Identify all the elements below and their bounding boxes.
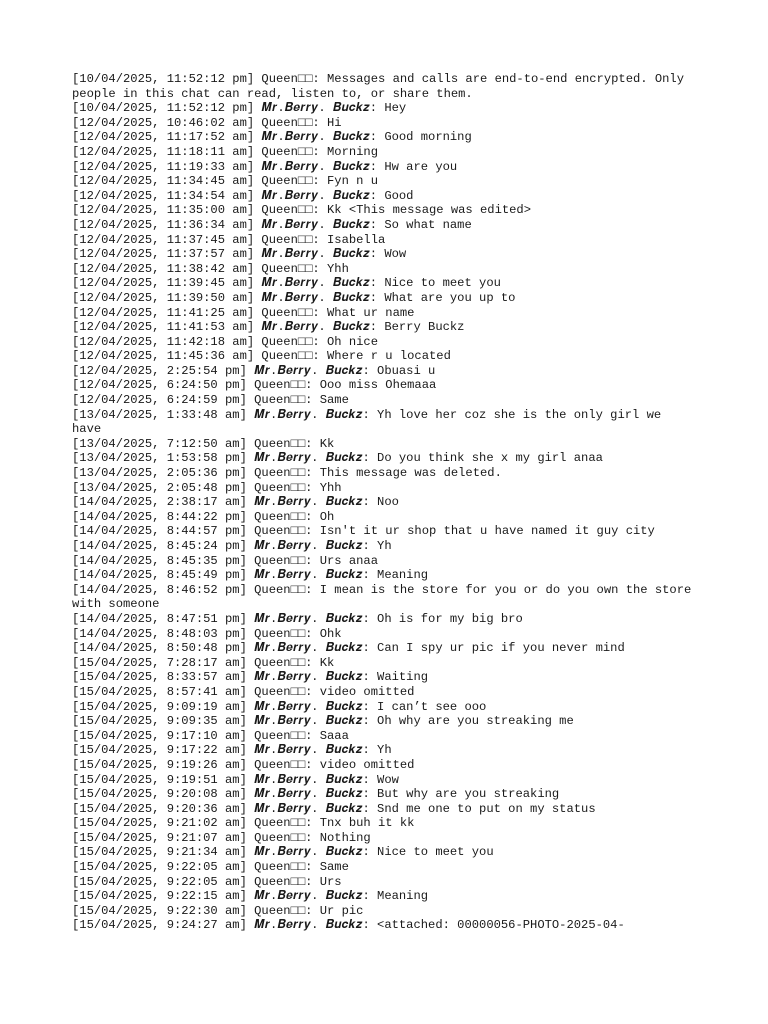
log-line: [12/04/2025, 6:24:59 pm] Queen□□: Same	[72, 393, 349, 408]
log-line: [12/04/2025, 11:41:25 am] Queen□□: What ur name	[72, 305, 415, 320]
log-line: [14/04/2025, 8:50:48 pm] 𝑴𝒓.𝑩𝒆𝒓𝒓𝒚. 𝑩𝒖𝒄𝒌𝒛: Can I spy ur pic if you never mind	[72, 641, 625, 656]
log-line: [12/04/2025, 11:41:53 am] 𝑴𝒓.𝑩𝒆𝒓𝒓𝒚. 𝑩𝒖𝒄𝒌𝒛: Berry Buckz	[72, 320, 465, 335]
log-line: [12/04/2025, 11:34:45 am] Queen□□: Fyn n u	[72, 174, 378, 189]
log-line: [15/04/2025, 9:19:26 am] Queen□□: video omitted	[72, 757, 415, 772]
log-line: [15/04/2025, 9:22:05 am] Queen□□: Urs	[72, 874, 342, 889]
log-line: [15/04/2025, 9:21:34 am] 𝑴𝒓.𝑩𝒆𝒓𝒓𝒚. 𝑩𝒖𝒄𝒌𝒛: Nice to meet you	[72, 845, 494, 860]
log-line: [15/04/2025, 9:09:19 am] 𝑴𝒓.𝑩𝒆𝒓𝒓𝒚. 𝑩𝒖𝒄𝒌𝒛: I can’t see ooo	[72, 699, 487, 714]
log-line: [14/04/2025, 8:47:51 pm] 𝑴𝒓.𝑩𝒆𝒓𝒓𝒚. 𝑩𝒖𝒄𝒌𝒛: Oh is for my big bro	[72, 611, 523, 626]
log-line: [14/04/2025, 8:45:49 pm] 𝑴𝒓.𝑩𝒆𝒓𝒓𝒚. 𝑩𝒖𝒄𝒌𝒛: Meaning	[72, 568, 429, 583]
log-line: [15/04/2025, 9:19:51 am] 𝑴𝒓.𝑩𝒆𝒓𝒓𝒚. 𝑩𝒖𝒄𝒌𝒛: Wow	[72, 772, 399, 787]
log-line: [14/04/2025, 8:44:57 pm] Queen□□: Isn't it ur shop that u have named it guy city	[72, 524, 655, 539]
log-line: [12/04/2025, 11:45:36 am] Queen□□: Where r u located	[72, 349, 451, 364]
log-line: [13/04/2025, 7:12:50 am] Queen□□: Kk	[72, 436, 335, 451]
log-line: [12/04/2025, 11:36:34 am] 𝑴𝒓.𝑩𝒆𝒓𝒓𝒚. 𝑩𝒖𝒄𝒌𝒛: So what name	[72, 217, 472, 232]
log-line: [12/04/2025, 11:39:50 am] 𝑴𝒓.𝑩𝒆𝒓𝒓𝒚. 𝑩𝒖𝒄𝒌𝒛: What are you up to	[72, 290, 516, 305]
log-line: [15/04/2025, 9:17:10 am] Queen□□: Saaa	[72, 728, 349, 743]
log-line: [15/04/2025, 9:09:35 am] 𝑴𝒓.𝑩𝒆𝒓𝒓𝒚. 𝑩𝒖𝒄𝒌𝒛: Oh why are you streaking me	[72, 714, 574, 729]
log-line: [15/04/2025, 9:21:07 am] Queen□□: Nothing	[72, 830, 371, 845]
chat-log-page	[72, 72, 699, 933]
log-line: [12/04/2025, 11:34:54 am] 𝑴𝒓.𝑩𝒆𝒓𝒓𝒚. 𝑩𝒖𝒄𝒌𝒛: Good	[72, 188, 414, 203]
log-line: [12/04/2025, 11:37:57 am] 𝑴𝒓.𝑩𝒆𝒓𝒓𝒚. 𝑩𝒖𝒄𝒌𝒛: Wow	[72, 247, 407, 262]
log-line: [13/04/2025, 2:05:48 pm] Queen□□: Yhh	[72, 480, 342, 495]
log-line: [12/04/2025, 10:46:02 am] Queen□□: Hi	[72, 115, 342, 130]
log-line: [13/04/2025, 1:53:58 pm] 𝑴𝒓.𝑩𝒆𝒓𝒓𝒚. 𝑩𝒖𝒄𝒌𝒛: Do you think she x my girl anaa	[72, 451, 603, 466]
log-line: [15/04/2025, 9:22:15 am] 𝑴𝒓.𝑩𝒆𝒓𝒓𝒚. 𝑩𝒖𝒄𝒌𝒛: Meaning	[72, 889, 429, 904]
log-line: [15/04/2025, 9:22:05 am] Queen□□: Same	[72, 860, 349, 875]
log-line: [12/04/2025, 11:38:42 am] Queen□□: Yhh	[72, 261, 349, 276]
log-line: [10/04/2025, 11:52:12 pm] 𝑴𝒓.𝑩𝒆𝒓𝒓𝒚. 𝑩𝒖𝒄𝒌𝒛: Hey	[72, 101, 407, 116]
log-line: [13/04/2025, 1:33:48 am] 𝑴𝒓.𝑩𝒆𝒓𝒓𝒚. 𝑩𝒖𝒄𝒌𝒛: Yh love her coz she is the only girl we have	[72, 407, 669, 437]
log-line: [14/04/2025, 8:46:52 pm] Queen□□: I mean is the store for you or do you own the store with someone	[72, 582, 699, 612]
log-line: [12/04/2025, 6:24:50 pm] Queen□□: Ooo miss Ohemaaa	[72, 378, 437, 393]
log-line: [14/04/2025, 8:48:03 pm] Queen□□: Ohk	[72, 626, 342, 641]
log-line: [15/04/2025, 7:28:17 am] Queen□□: Kk	[72, 655, 335, 670]
log-line: [15/04/2025, 8:33:57 am] 𝑴𝒓.𝑩𝒆𝒓𝒓𝒚. 𝑩𝒖𝒄𝒌𝒛: Waiting	[72, 670, 429, 685]
log-line: [15/04/2025, 9:17:22 am] 𝑴𝒓.𝑩𝒆𝒓𝒓𝒚. 𝑩𝒖𝒄𝒌𝒛: Yh	[72, 743, 392, 758]
log-line: [14/04/2025, 8:44:22 pm] Queen□□: Oh	[72, 509, 335, 524]
log-line: [12/04/2025, 11:42:18 am] Queen□□: Oh nice	[72, 334, 378, 349]
log-line: [10/04/2025, 11:52:12 pm] Queen□□: Messages and calls are end-to-end encrypted. Only people in this chat can read, listen to, or share them.	[72, 72, 692, 101]
log-line: [12/04/2025, 11:19:33 am] 𝑴𝒓.𝑩𝒆𝒓𝒓𝒚. 𝑩𝒖𝒄𝒌𝒛: Hw are you	[72, 159, 458, 174]
log-line: [12/04/2025, 11:39:45 am] 𝑴𝒓.𝑩𝒆𝒓𝒓𝒚. 𝑩𝒖𝒄𝒌𝒛: Nice to meet you	[72, 276, 501, 291]
log-line: [15/04/2025, 9:20:08 am] 𝑴𝒓.𝑩𝒆𝒓𝒓𝒚. 𝑩𝒖𝒄𝒌𝒛: But why are you streaking	[72, 787, 560, 802]
log-line: [12/04/2025, 11:35:00 am] Queen□□: Kk <This message was edited>	[72, 203, 531, 218]
log-line: [12/04/2025, 11:17:52 am] 𝑴𝒓.𝑩𝒆𝒓𝒓𝒚. 𝑩𝒖𝒄𝒌𝒛: Good morning	[72, 130, 472, 145]
log-line: [15/04/2025, 9:21:02 am] Queen□□: Tnx buh it kk	[72, 816, 415, 831]
log-line: [14/04/2025, 8:45:35 pm] Queen□□: Urs anaa	[72, 553, 378, 568]
log-line: [15/04/2025, 9:24:27 am] 𝑴𝒓.𝑩𝒆𝒓𝒓𝒚. 𝑩𝒖𝒄𝒌𝒛: <attached: 00000056-PHOTO-2025-04-	[72, 918, 625, 933]
log-line: [14/04/2025, 8:45:24 pm] 𝑴𝒓.𝑩𝒆𝒓𝒓𝒚. 𝑩𝒖𝒄𝒌𝒛: Yh	[72, 539, 392, 553]
log-line: [14/04/2025, 2:38:17 am] 𝑴𝒓.𝑩𝒆𝒓𝒓𝒚. 𝑩𝒖𝒄𝒌𝒛: Noo	[72, 495, 399, 510]
log-line: [15/04/2025, 8:57:41 am] Queen□□: video omitted	[72, 684, 415, 699]
log-line: [15/04/2025, 9:22:30 am] Queen□□: Ur pic	[72, 903, 364, 918]
log-line: [12/04/2025, 2:25:54 pm] 𝑴𝒓.𝑩𝒆𝒓𝒓𝒚. 𝑩𝒖𝒄𝒌𝒛: Obuasi u	[72, 363, 436, 378]
log-line: [12/04/2025, 11:37:45 am] Queen□□: Isabella	[72, 232, 386, 247]
log-line: [12/04/2025, 11:18:11 am] Queen□□: Morning	[72, 144, 378, 159]
log-line: [15/04/2025, 9:20:36 am] 𝑴𝒓.𝑩𝒆𝒓𝒓𝒚. 𝑩𝒖𝒄𝒌𝒛: Snd me one to put on my status	[72, 801, 596, 816]
log-line: [13/04/2025, 2:05:36 pm] Queen□□: This message was deleted.	[72, 466, 502, 481]
